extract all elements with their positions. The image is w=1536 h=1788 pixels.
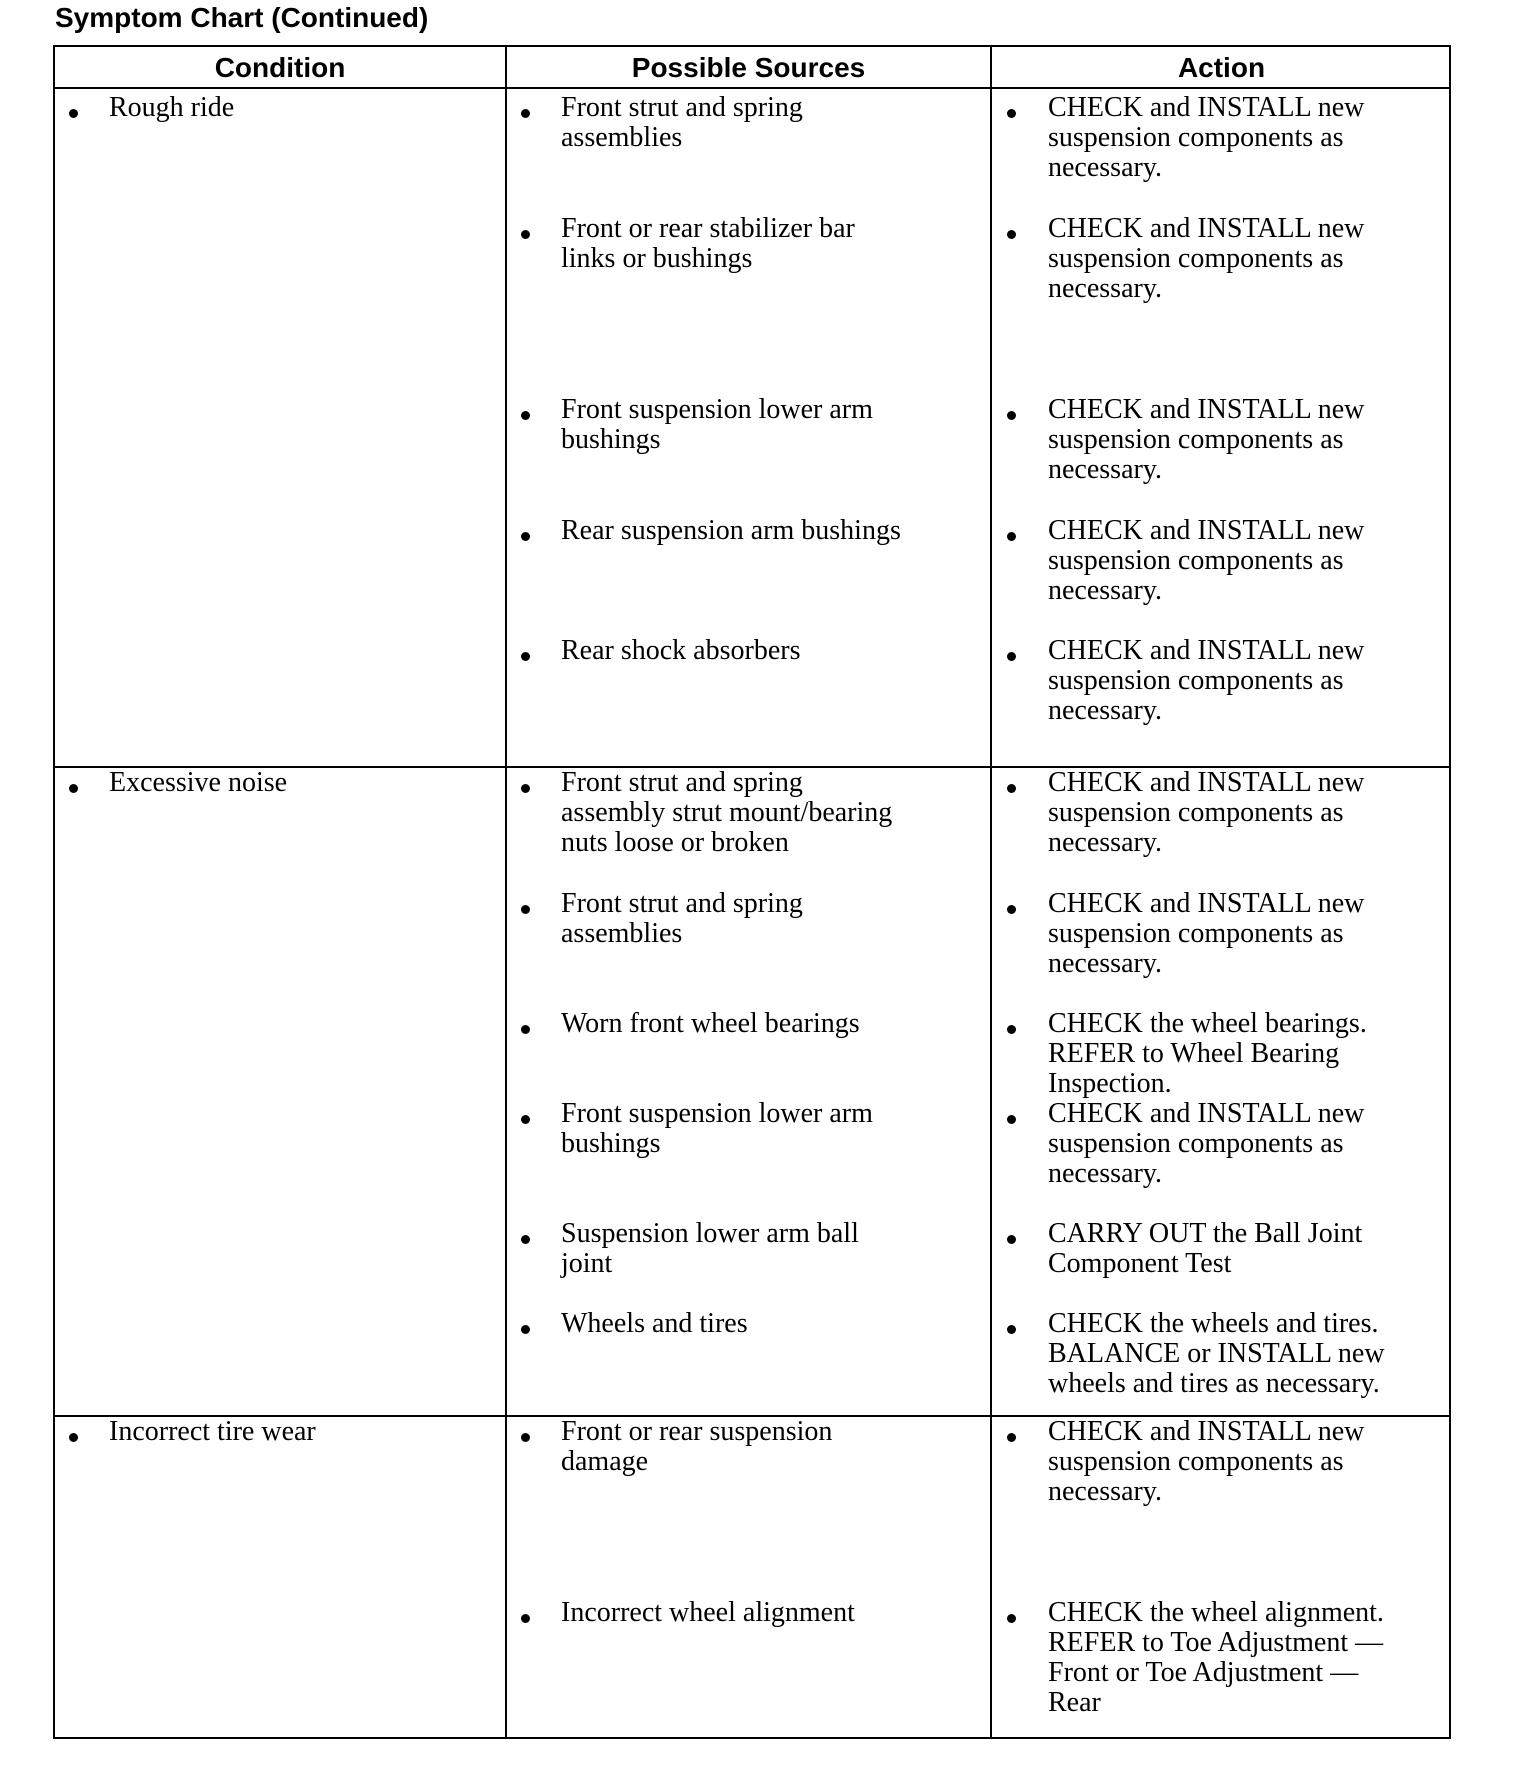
bullet-icon [1007,1115,1016,1124]
bullet-icon [69,1433,78,1442]
source-item: Suspension lower arm ball joint [561,1218,859,1279]
bullet-icon [521,1115,530,1124]
condition-excessive-noise: Excessive noise [109,767,288,798]
bullet-icon [521,784,530,793]
source-item: Front suspension lower arm bushings [561,394,873,455]
source-item: Front strut and spring assembly strut mount/bearing nuts loose or broken [561,767,893,858]
bullet-icon [521,1433,530,1442]
bullet-icon [521,532,530,541]
bullet-icon [1007,230,1016,239]
bullet-icon [1007,1235,1016,1244]
action-item: CHECK and INSTALL new suspension components as necessary. [1048,767,1365,858]
header-condition: Condition [214,52,346,83]
bullet-icon [1007,1325,1016,1334]
action-item: CHECK the wheel alignment. REFER to Toe Adjustment — Front or Toe Adjustment — Rear [1048,1597,1384,1718]
action-item: CHECK and INSTALL new suspension components as necessary. [1048,92,1365,183]
bullet-icon [521,1325,530,1334]
source-item: Front or rear suspension damage [561,1416,833,1477]
action-item: CHECK and INSTALL new suspension components as necessary. [1048,515,1365,606]
source-item: Incorrect wheel alignment [561,1597,855,1628]
bullet-icon [1007,109,1016,118]
source-item: Front or rear stabilizer bar links or bushings [561,213,855,274]
action-item: CHECK the wheels and tires. BALANCE or INSTALL new wheels and tires as necessary. [1048,1308,1385,1399]
bullet-icon [1007,532,1016,541]
source-item: Front strut and spring assemblies [561,888,803,949]
source-item: Rear shock absorbers [561,635,801,666]
bullet-icon [521,230,530,239]
bullet-icon [521,411,530,420]
bullet-icon [1007,411,1016,420]
action-item: CARRY OUT the Ball Joint Component Test [1048,1218,1363,1279]
bullet-icon [521,1235,530,1244]
action-item: CHECK and INSTALL new suspension components as necessary. [1048,394,1365,485]
action-item: CHECK and INSTALL new suspension components as necessary. [1048,888,1365,979]
source-item: Worn front wheel bearings [561,1008,860,1039]
bullet-icon [69,109,78,118]
bullet-icon [1007,1614,1016,1623]
action-item: CHECK and INSTALL new suspension components as necessary. [1048,1416,1365,1507]
bullet-icon [521,1614,530,1623]
condition-incorrect-tire-wear: Incorrect tire wear [109,1416,316,1447]
bullet-icon [1007,652,1016,661]
action-item: CHECK and INSTALL new suspension components as necessary. [1048,635,1365,726]
column-divider [505,47,507,1737]
bullet-icon [1007,1433,1016,1442]
bullet-icon [521,109,530,118]
source-item: Front suspension lower arm bushings [561,1098,873,1159]
symptom-table [53,45,1451,1739]
source-item: Rear suspension arm bushings [561,515,901,546]
bullet-icon [521,652,530,661]
header-action: Action [1177,52,1266,83]
bullet-icon [521,1025,530,1034]
bullet-icon [1007,784,1016,793]
action-item: CHECK the wheel bearings. REFER to Wheel Bearing Inspection. [1048,1008,1367,1099]
column-divider [990,47,992,1737]
source-item: Wheels and tires [561,1308,748,1339]
bullet-icon [69,784,78,793]
condition-rough-ride: Rough ride [109,92,235,123]
source-item: Front strut and spring assemblies [561,92,803,153]
bullet-icon [521,905,530,914]
bullet-icon [1007,905,1016,914]
action-item: CHECK and INSTALL new suspension components as necessary. [1048,1098,1365,1189]
bullet-icon [1007,1025,1016,1034]
header-possible-sources: Possible Sources [631,52,866,83]
action-item: CHECK and INSTALL new suspension components as necessary. [1048,213,1365,304]
chart-title: Symptom Chart (Continued) [55,2,429,33]
